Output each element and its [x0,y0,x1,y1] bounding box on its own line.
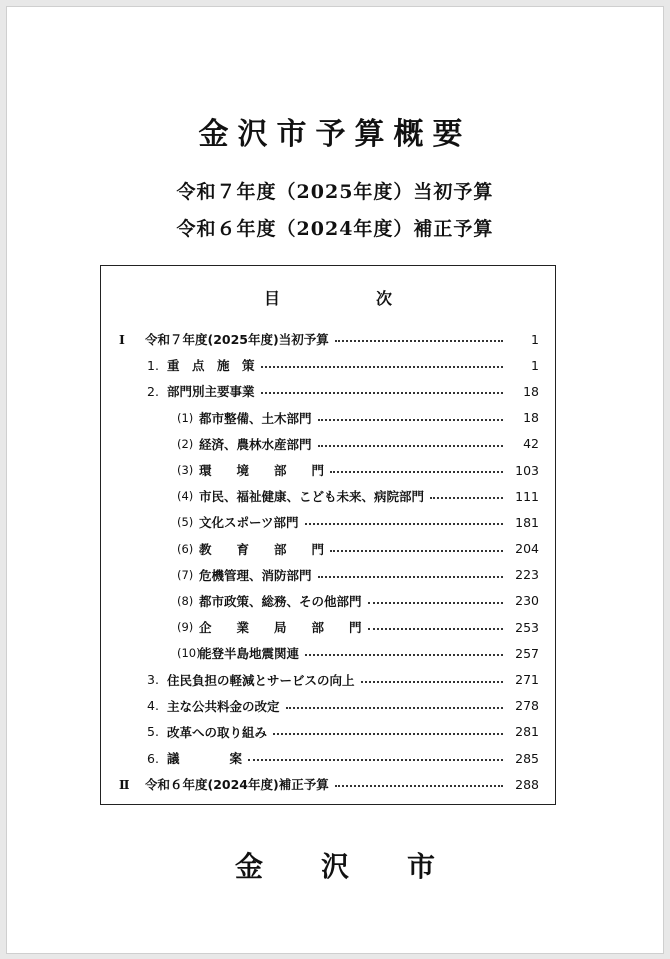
toc-entry-page: 253 [515,619,539,635]
dot-leader [335,340,503,342]
toc-entry-label: 主な公共料金の改定 [167,698,280,714]
toc-entry-number: (5) [177,515,194,530]
toc-entry-page: 1 [531,331,539,347]
toc-entry[interactable] [101,405,555,431]
toc-entry-label: 部門別主要事業 [167,384,255,400]
toc-entry-label: 都市整備、土木部門 [199,410,312,426]
toc-entry-number: (1) [177,410,194,425]
toc-entry-number: 1. [147,357,159,373]
toc-entry-label: 住民負担の軽減とサービスの向上 [167,672,355,688]
document-footer-city-name: 金沢市 [234,850,493,883]
toc-entry[interactable] [101,666,555,692]
toc-entry-label: 市民、福祉健康、こども未来、病院部門 [199,489,425,505]
toc-entry[interactable] [101,745,555,771]
toc-entry-page: 271 [515,672,539,688]
dot-leader [330,471,503,473]
toc-entry-number: (8) [177,593,194,608]
document-subtitle-supplementary-budget: 令和６年度（2024年度）補正予算 [176,218,494,240]
toc-entry-number: (10) [177,646,201,661]
dot-leader [318,419,503,421]
toc-entry[interactable] [101,614,555,640]
toc-entry[interactable] [101,431,555,457]
toc-entry[interactable] [101,483,555,509]
toc-entry[interactable] [101,457,555,483]
toc-entry[interactable] [101,326,555,352]
toc-list [101,326,555,797]
toc-entry-number: 2. [147,383,159,399]
toc-entry-number: 3. [147,672,159,688]
toc-entry-page: 278 [515,698,539,714]
toc-entry[interactable] [101,378,555,404]
toc-entry-label: 改革への取り組み [167,724,268,740]
toc-entry[interactable] [101,640,555,666]
toc-entry-number: (6) [177,541,194,556]
toc-entry-label: 企 業 局 部 門 [199,620,362,636]
toc-entry-label: 危機管理、消防部門 [199,567,312,583]
toc-entry-label: 令和６年度(2024年度)補正予算 [145,777,329,793]
toc-entry-page: 103 [515,462,539,478]
dot-leader [318,445,503,447]
toc-entry-number: Ⅰ [119,331,125,347]
toc-entry-label: 議 案 [167,751,243,767]
dot-leader [286,707,503,709]
table-of-contents [100,265,556,805]
document-title: 金沢市予算概要 [198,117,472,152]
dot-leader [248,759,503,761]
toc-entry-number: (4) [177,489,194,504]
toc-entry[interactable] [101,771,555,797]
toc-entry-page: 1 [531,357,539,373]
toc-entry[interactable] [101,562,555,588]
toc-entry-label: 都市政策、総務、その他部門 [199,593,362,609]
toc-entry-number: (9) [177,620,194,635]
toc-entry-page: 42 [523,436,539,452]
toc-entry-label: 経済、農林水産部門 [199,436,312,452]
toc-entry-label: 令和７年度(2025年度)当初予算 [145,332,329,348]
toc-entry-page: 181 [515,514,539,530]
toc-entry-label: 環 境 部 門 [199,463,325,479]
toc-entry-number: (7) [177,567,194,582]
toc-entry[interactable] [101,352,555,378]
toc-entry-page: 204 [515,541,539,557]
dot-leader [368,602,503,604]
toc-entry-number: 4. [147,698,159,714]
dot-leader [330,550,503,552]
toc-entry-label: 能登半島地震関連 [199,646,300,662]
dot-leader [318,576,503,578]
document-subtitle-initial-budget: 令和７年度（2025年度）当初予算 [176,181,494,203]
dot-leader [361,681,503,683]
toc-entry[interactable] [101,693,555,719]
toc-entry-number: 5. [147,724,159,740]
toc-entry-number: (2) [177,436,194,451]
toc-entry-page: 223 [515,567,539,583]
toc-entry-label: 文化スポーツ部門 [199,515,299,531]
toc-entry[interactable] [101,719,555,745]
dot-leader [273,733,503,735]
dot-leader [368,628,503,630]
toc-entry[interactable] [101,536,555,562]
toc-heading: 目次 [263,289,488,308]
toc-entry[interactable] [101,588,555,614]
dot-leader [305,654,503,656]
dot-leader [430,497,503,499]
dot-leader [261,392,503,394]
toc-entry-number: Ⅱ [119,776,130,792]
toc-entry-page: 230 [515,593,539,609]
toc-entry[interactable] [101,509,555,535]
toc-entry-page: 18 [523,383,539,399]
toc-entry-page: 111 [515,488,539,504]
toc-entry-page: 281 [515,724,539,740]
toc-entry-label: 教 育 部 門 [199,541,325,557]
toc-entry-page: 285 [515,750,539,766]
toc-entry-number: 6. [147,750,159,766]
toc-entry-number: (3) [177,463,194,478]
document-page [6,6,664,954]
dot-leader [261,366,503,368]
toc-entry-page: 257 [515,645,539,661]
dot-leader [305,523,503,525]
toc-entry-page: 288 [515,776,539,792]
toc-entry-page: 18 [523,410,539,426]
dot-leader [335,785,503,787]
toc-entry-label: 重 点 施 策 [167,358,255,374]
